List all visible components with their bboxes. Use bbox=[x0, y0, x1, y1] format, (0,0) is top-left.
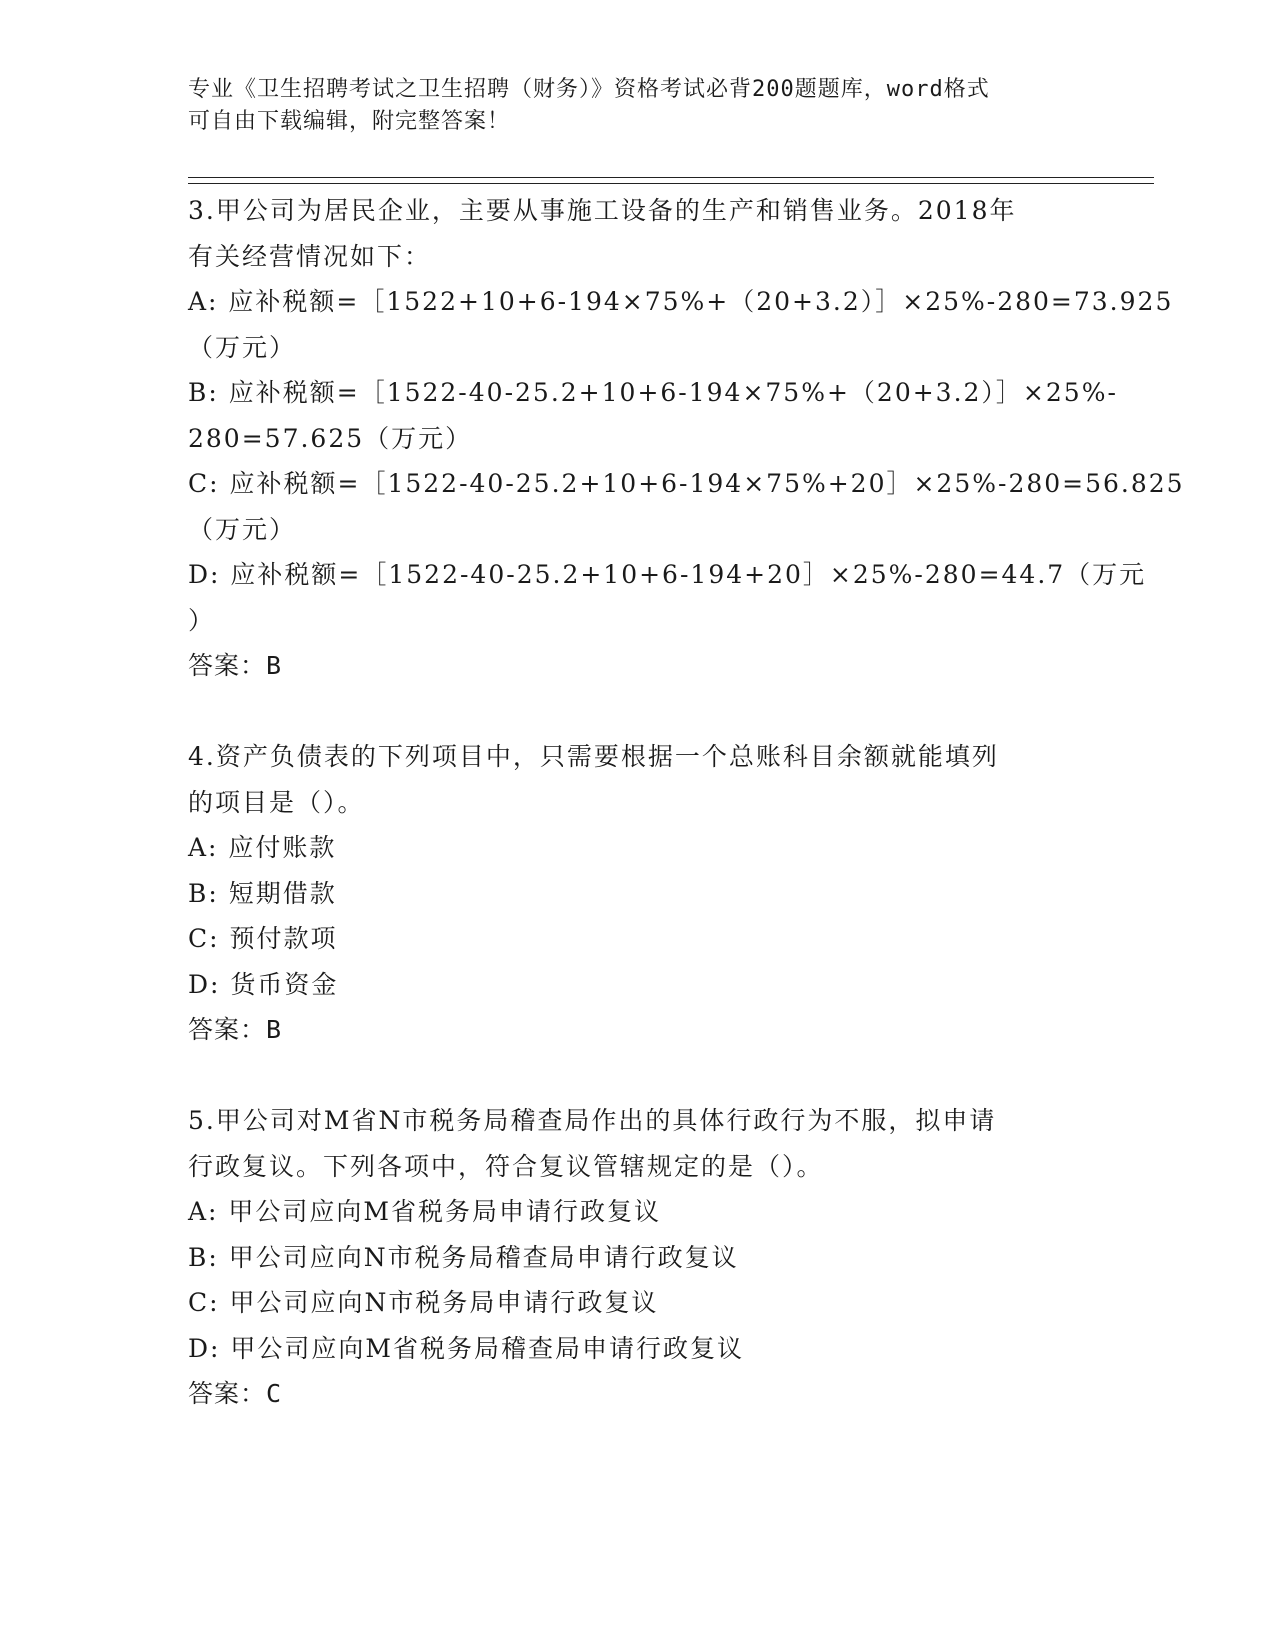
option-line: 280=57.625（万元） bbox=[188, 423, 473, 453]
question-stem-line: 行政复议。下列各项中，符合复议管辖规定的是（）。 bbox=[188, 1151, 824, 1181]
option-line: A: 甲公司应向M省税务局申请行政复议 bbox=[188, 1197, 662, 1226]
question-spacer bbox=[188, 689, 1088, 735]
question-block bbox=[188, 1098, 1088, 1417]
question-stem-line: 有关经营情况如下： bbox=[188, 241, 432, 271]
question-stem-line: 5.甲公司对M省N市税务局稽查局作出的具体行政行为不服，拟申请 bbox=[188, 1106, 997, 1135]
question-stem-line: 3.甲公司为居民企业，主要从事施工设备的生产和销售业务。2018年 bbox=[188, 196, 1017, 225]
header-divider-top bbox=[188, 177, 1154, 178]
option-line: （万元） bbox=[188, 332, 297, 362]
option-line: A: 应付账款 bbox=[188, 833, 337, 862]
document-header bbox=[188, 74, 1068, 138]
question-stem-line: 4.资产负债表的下列项目中，只需要根据一个总账科目余额就能填列 bbox=[188, 742, 999, 771]
option-line: D: 甲公司应向M省税务局稽查局申请行政复议 bbox=[188, 1333, 745, 1363]
question-block bbox=[188, 188, 1185, 689]
header-line-1: 专业《卫生招聘考试之卫生招聘（财务）》资格考试必背200题题库，word格式 bbox=[188, 77, 990, 102]
option-line: D: 应补税额=［1522-40-25.2+10+6-194+20］×25%-280=44.7（万元 bbox=[188, 560, 1147, 589]
question-stem-line: 的项目是（）。 bbox=[188, 787, 365, 817]
option-line: ） bbox=[188, 605, 216, 635]
answer-label: 答案：C bbox=[188, 1379, 283, 1408]
option-line: （万元） bbox=[188, 514, 297, 544]
option-line: C: 预付款项 bbox=[188, 924, 338, 953]
option-line: D: 货币资金 bbox=[188, 969, 339, 999]
option-line: A: 应补税额=［1522+10+6-194×75%+（20+3.2）］×25%-280=73.925 bbox=[188, 287, 1174, 316]
option-line: B: 应补税额=［1522-40-25.2+10+6-194×75%+（20+3.2）］×25%- bbox=[188, 378, 1118, 407]
option-line: B: 甲公司应向N市税务局稽查局申请行政复议 bbox=[188, 1242, 739, 1272]
question-list bbox=[188, 188, 1185, 1417]
header-line-2: 可自由下载编辑，附完整答案！ bbox=[188, 109, 511, 134]
answer-label: 答案：B bbox=[188, 1015, 283, 1044]
question-spacer bbox=[188, 1053, 1088, 1099]
option-line: C: 甲公司应向N市税务局申请行政复议 bbox=[188, 1288, 659, 1317]
option-line: C: 应补税额=［1522-40-25.2+10+6-194×75%+20］×25%-280=56.825 bbox=[188, 469, 1185, 498]
question-block bbox=[188, 734, 1088, 1053]
header-divider-bottom bbox=[188, 183, 1154, 184]
answer-label: 答案：B bbox=[188, 651, 283, 680]
option-line: B: 短期借款 bbox=[188, 878, 337, 908]
